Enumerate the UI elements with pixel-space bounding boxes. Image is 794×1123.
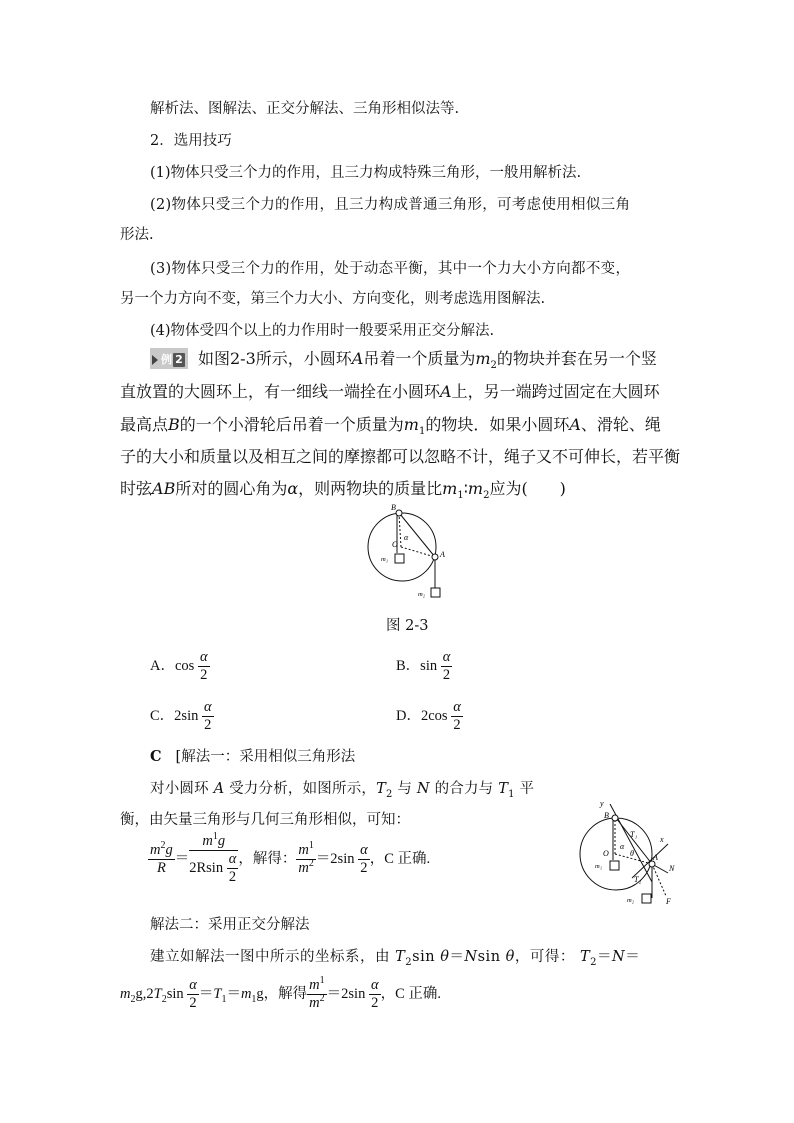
ring-a	[432, 554, 438, 560]
heading-selection-tips: 2．选用技巧	[150, 133, 232, 149]
intro-line-1: 解析法、图解法、正交分解法、三角形相似法等.	[150, 101, 460, 117]
example-line-3: 最高点B的一个小滑轮后吊着一个质量为$m_1$的物块．如果小圆环A、滑轮、绳	[120, 415, 661, 438]
example-label: 例 2	[150, 348, 188, 369]
radius-o-b	[399, 514, 401, 547]
label-f: F	[666, 897, 671, 906]
tip-4: (4)物体受四个以上的力作用时一般要采用正交分解法.	[150, 323, 495, 339]
label-b: B	[391, 503, 396, 512]
pulley-b	[396, 510, 402, 516]
tip-2-line-1: (2)物体只受三个力的作用，且三力构成普通三角形，可考虑使用相似三角	[150, 197, 631, 213]
label-o: O	[392, 540, 398, 549]
figure-caption: 图 2-3	[386, 618, 429, 634]
example-line-4: 子的大小和质量以及相互之间的摩擦都可以忽略不计，绳子又不可伸长，若平衡	[120, 447, 681, 466]
block-m1	[610, 861, 619, 870]
tip-3-line-2: 另一个力方向不变，第三个力大小、方向变化，则考虑选用图解法.	[120, 291, 546, 307]
option-c[interactable]: C．2sin $\frac{\alpha}{2}$	[150, 699, 212, 734]
force-f	[652, 864, 666, 896]
tip-2-line-2: 形法.	[120, 227, 154, 243]
label-a: A	[653, 853, 658, 862]
block-m2	[642, 894, 651, 903]
label-a: A	[440, 550, 445, 559]
option-d[interactable]: D．2cos $\frac{\alpha}{2}$	[396, 699, 461, 734]
tip-1: (1)物体只受三个力的作用，且三力构成特殊三角形，一般用解析法.	[150, 165, 582, 181]
example-line-5: 时弦AB所对的圆心角为α，则两物块的质量比$m_1∶m_2$应为( )	[120, 479, 566, 502]
example-line-1: 例 2 如图2-3所示，小圆环A吊着一个质量为$m_2$的物块并套在另一个竖	[150, 346, 657, 369]
example-line-2: 直放置的大圆环上，有一细线一端拴在小圆环A上，另一端跨过固定在大圆环	[120, 382, 660, 401]
solution-line-3: 建立如解法一图中所示的坐标系，由 $T_2\sin$ θ＝Nsin θ，可得： $T_2=N=$	[150, 949, 641, 968]
label-n: N	[669, 864, 675, 873]
similar-triangle-equation: $\frac{m^2g}{R}$ ＝ $m^1g$ 2Rsin $\frac{\alpha}{2}$ ，解得： $\frac{m^1}{m^2}$ ＝2sin $\frac{\alpha}{2}$ ，C 正确.	[150, 831, 431, 886]
tip-3-line-1: (3)物体只受三个力的作用，处于动态平衡，其中一个力大小方向都不变，	[150, 261, 631, 277]
rope-b-a	[616, 818, 652, 864]
label-o: O	[603, 849, 609, 858]
method-2-title: 解法二：采用正交分解法	[150, 917, 310, 933]
label-m2: m₂	[418, 591, 425, 598]
solution-line-1: 对小圆环 A 受力分析，如图所示，$T_2$ 与 N 的合力与 $T_1$ 平	[150, 781, 535, 800]
label-b: B	[604, 811, 609, 820]
label-t1: T₁	[630, 830, 638, 839]
figure-2-3	[362, 500, 462, 605]
solution-line-4: $m_2g,2T_2\sin$ $\frac{\alpha}{2}$ $=T_1=m_1g$，解得 $\frac{m^1}{m^2}$ ＝2sin $\frac{\alpha}{2}$ ，C 正确.	[120, 975, 441, 1012]
figure-solution	[570, 794, 680, 908]
option-b[interactable]: B．sin $\frac{\alpha}{2}$	[396, 649, 451, 684]
solution-line-2: 衡，由矢量三角形与几何三角形相似，可知：	[120, 812, 410, 828]
answer-and-method-1: C [解法一：采用相似三角形法	[150, 748, 356, 765]
block-m2	[431, 588, 440, 597]
label-theta: θ	[630, 849, 634, 858]
pulley-b	[612, 815, 618, 821]
radius-o-a	[401, 547, 435, 557]
label-alpha: α	[620, 842, 625, 851]
label-y: y	[600, 799, 604, 808]
answer: C	[150, 748, 162, 765]
label-m1: m₁	[381, 556, 388, 563]
label-m2: m₂	[627, 897, 634, 904]
label-t2: T₂	[634, 875, 642, 884]
label-alpha: α	[404, 533, 409, 542]
option-a[interactable]: A．cos $\frac{\alpha}{2}$	[150, 649, 208, 684]
label-x: x	[660, 835, 664, 844]
play-icon	[152, 355, 158, 365]
block-m1	[395, 554, 404, 563]
label-m1: m₁	[595, 863, 602, 870]
